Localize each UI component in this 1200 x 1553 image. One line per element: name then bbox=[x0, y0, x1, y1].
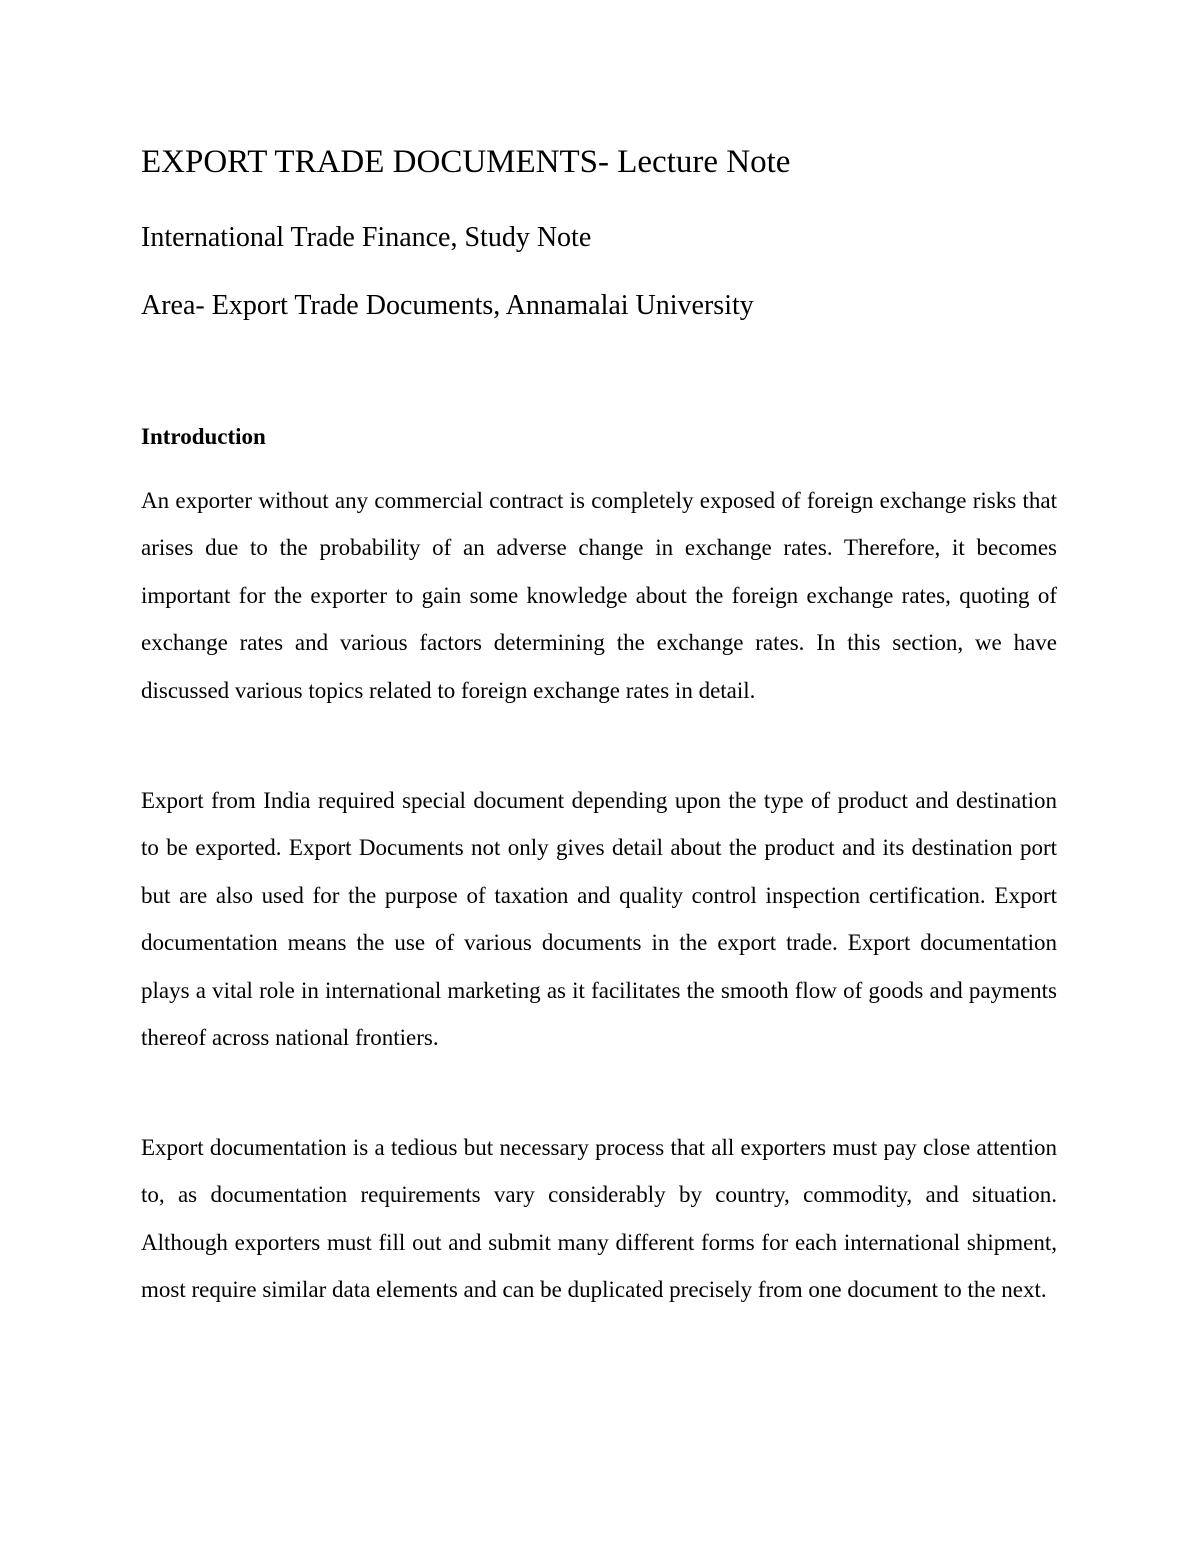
document-area: Area- Export Trade Documents, Annamalai University bbox=[141, 290, 754, 321]
section-heading-introduction: Introduction bbox=[141, 424, 266, 449]
document-title: EXPORT TRADE DOCUMENTS- Lecture Note bbox=[141, 144, 791, 180]
document-subtitle: International Trade Finance, Study Note bbox=[141, 222, 592, 253]
introduction-paragraph-3: Export documentation is a tedious but necessary process that all exporters must pay close attention to, as documentation requirements vary considerably by country, commodity, and situation. Although exporters must fill out and submit many different forms for each international shipment, most require similar data elements and can be duplicated precisely from one document to the next. bbox=[141, 1135, 1057, 1303]
introduction-paragraph-2: Export from India required special document depending upon the type of product and destination to be exported. Export Documents not only gives detail about the product and its destination port but are also used for the purpose of taxation and quality control inspection certification. Export documentation means the use of various documents in the export trade. Export documentation plays a vital role in international marketing as it facilitates the smooth flow of goods and payments thereof across national frontiers. bbox=[141, 788, 1057, 1051]
introduction-paragraph-1: An exporter without any commercial contract is completely exposed of foreign exchange risks that arises due to the probability of an adverse change in exchange rates. Therefore, it becomes important for the exporter to gain some knowledge about the foreign exchange rates, quoting of exchange rates and various factors determining the exchange rates. In this section, we have discussed various topics related to foreign exchange rates in detail. bbox=[141, 488, 1057, 703]
